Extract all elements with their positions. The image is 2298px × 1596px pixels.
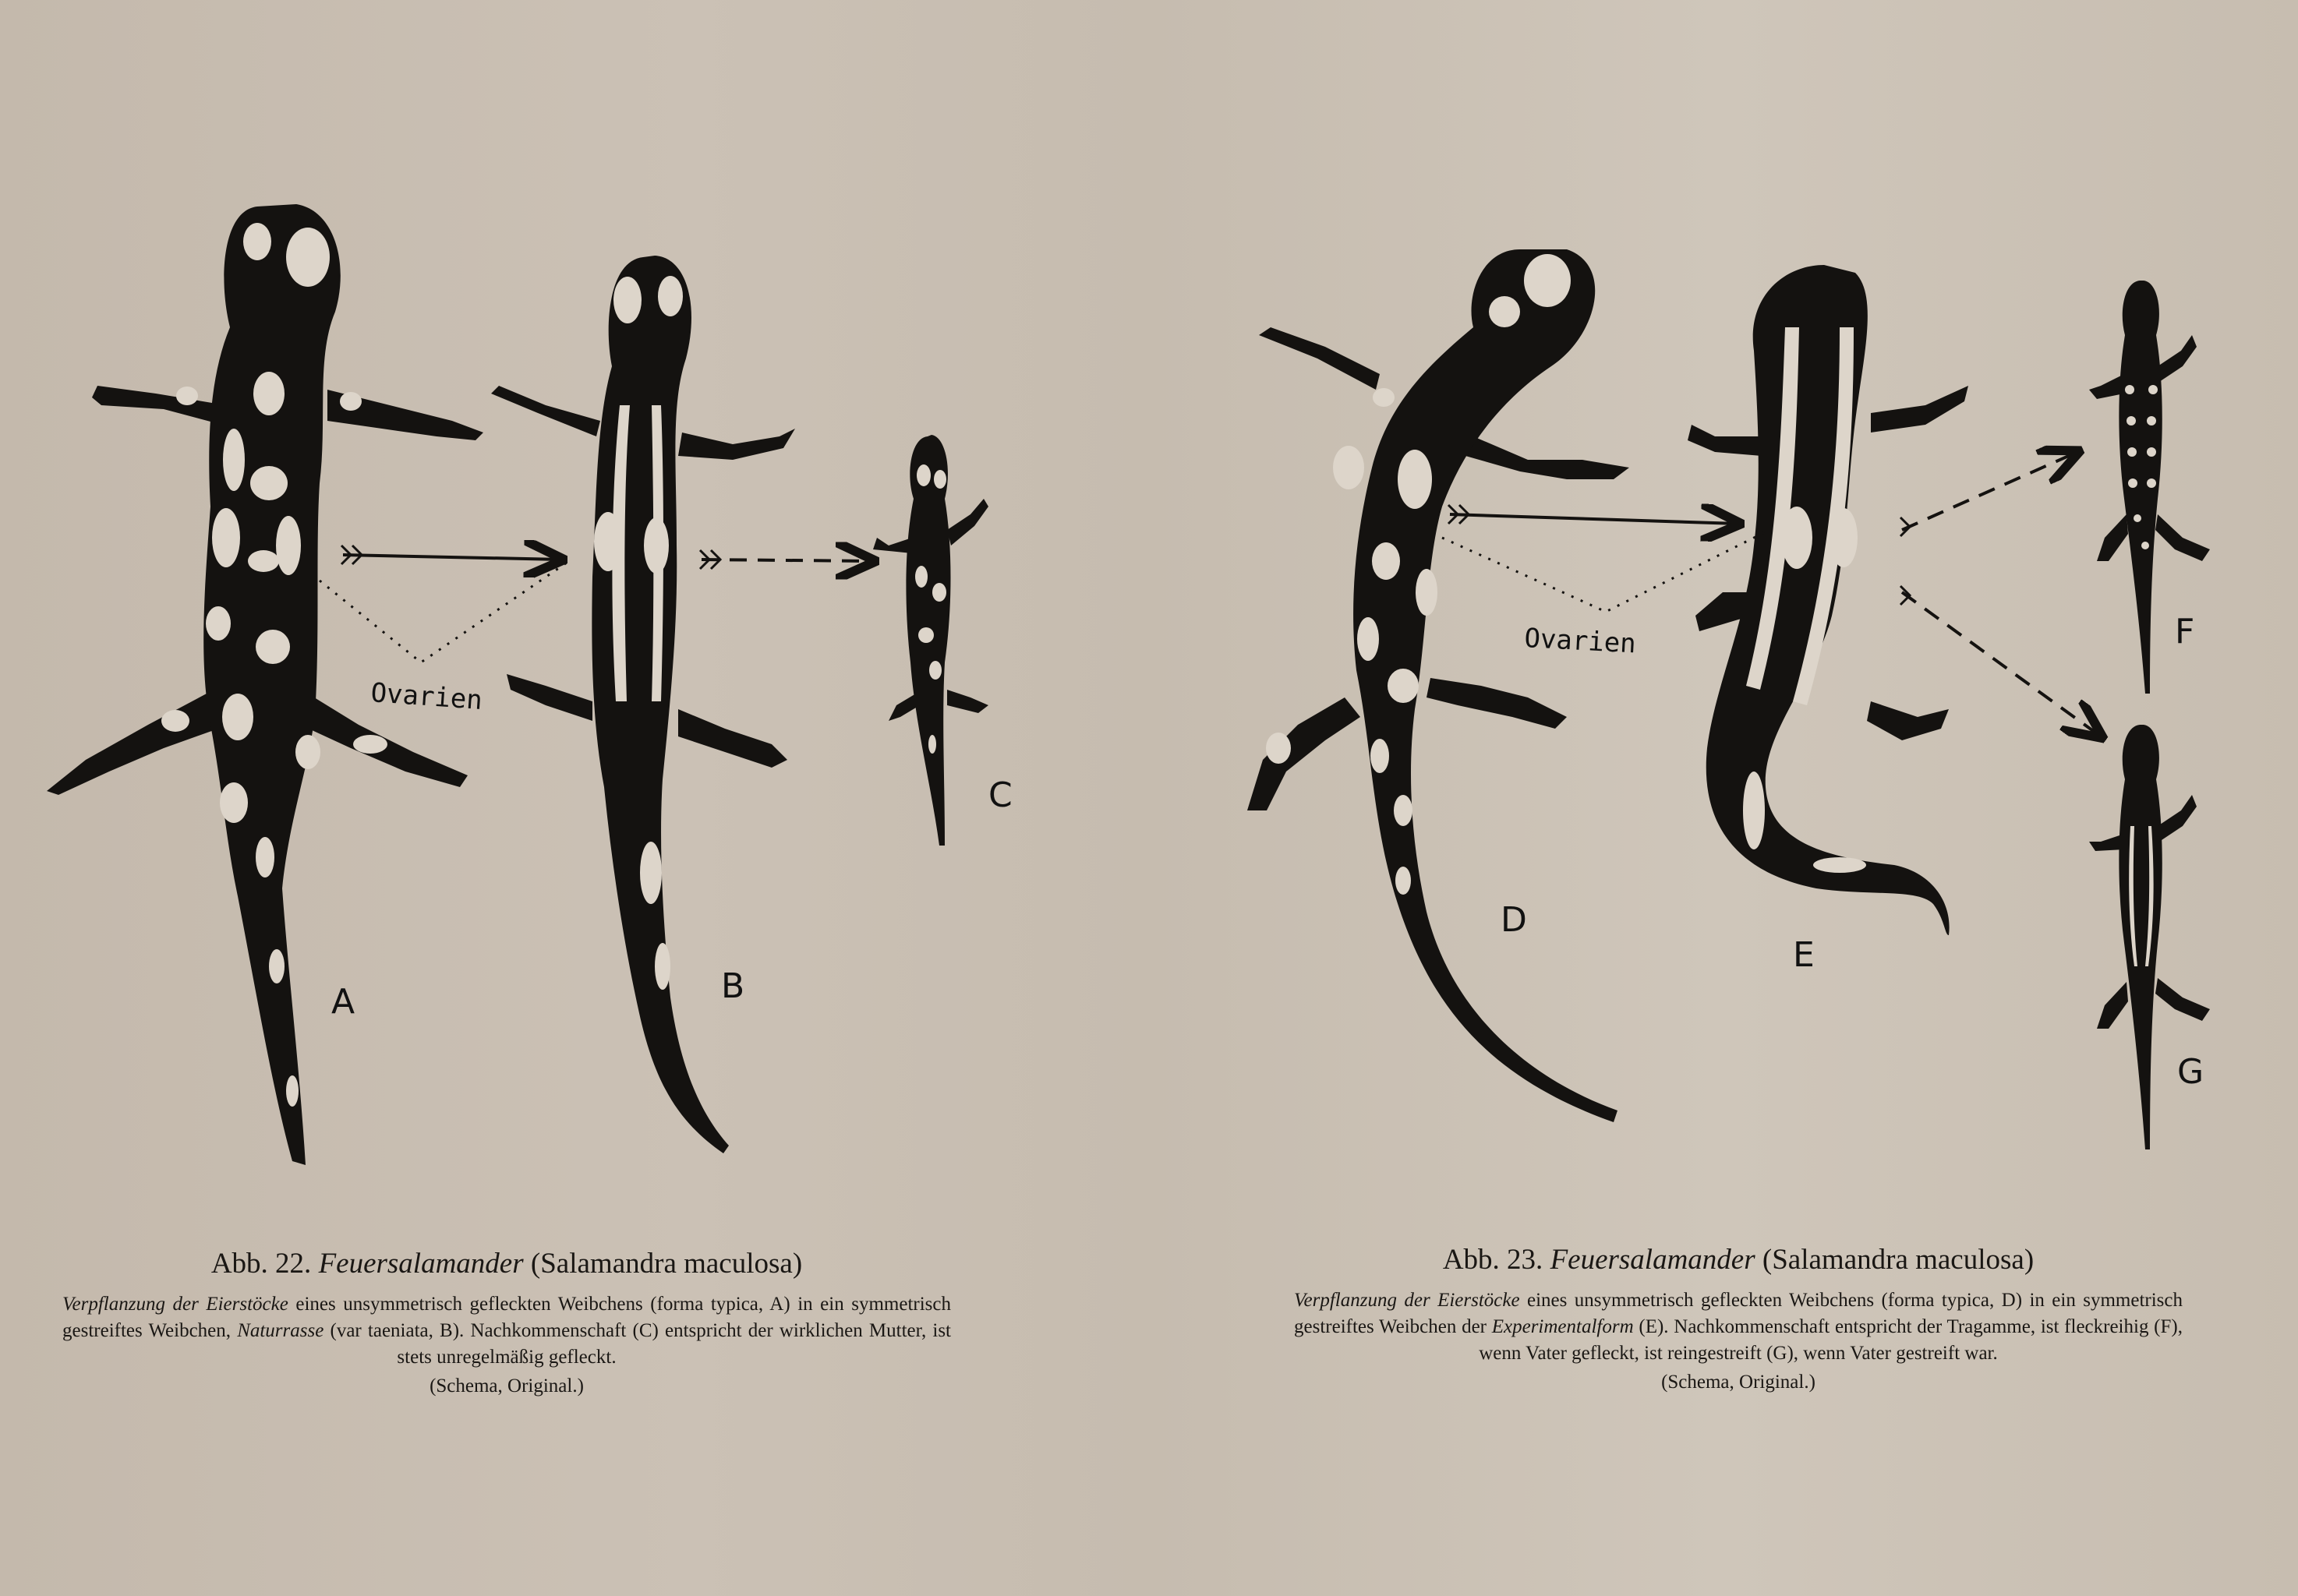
body-italic-1: Verpflanzung der Eierstöcke <box>1294 1290 1520 1311</box>
caption-abb-22 <box>62 1247 951 1397</box>
label-b: B <box>721 966 745 1006</box>
title-rest: (Salamandra maculosa) <box>530 1248 803 1280</box>
body-italic-3: Naturrasse <box>237 1320 324 1341</box>
title-italic: Feuersalamander <box>1550 1244 1755 1276</box>
salamander-d <box>1247 249 1629 1122</box>
body-text-2: eines unsymmetrisch gefleckten Weibchens (forma typica, D) in ein symmetrisch gestreiftes Weibchen der <box>1294 1290 2183 1337</box>
caption-title <box>62 1247 951 1280</box>
body-text-2: eines unsymmetrisch gefleckten Weibchens (forma typica, A) in ein symmetrisch gestreiftes Weibchen, <box>62 1294 951 1341</box>
body-text-4: (var taeniata, B). Nachkommenschaft (C) entspricht der wirklichen Mutter, ist stets unregelmäßig gefleckt. <box>323 1320 951 1368</box>
label-c: C <box>988 775 1013 815</box>
caption-note: (Schema, Original.) <box>430 1375 584 1396</box>
label-a: A <box>331 982 355 1022</box>
caption-note: (Schema, Original.) <box>1661 1372 1815 1393</box>
salamander-b <box>491 256 795 1153</box>
title-rest: (Salamandra maculosa) <box>1762 1244 2035 1276</box>
caption-title <box>1294 1243 2183 1276</box>
salamander-c <box>873 435 988 846</box>
body-text-4: (E). Nachkommenschaft entspricht der Tragamme, ist fleckreihig (F), wenn Vater gefleckt, ist reingestreift (G), wenn Vater gestreift war. <box>1479 1316 2183 1364</box>
label-ovarien-left: Ovarien <box>369 677 484 716</box>
title-italic: Feuersalamander <box>318 1248 524 1280</box>
caption-body <box>62 1291 951 1371</box>
salamander-e <box>1688 265 1968 935</box>
figure-number: Abb. 23. <box>1442 1244 1543 1276</box>
body-italic-3: Experimentalform <box>1491 1316 1634 1337</box>
label-e: E <box>1793 935 1815 975</box>
caption-body <box>1294 1287 2183 1367</box>
caption-abb-23 <box>1294 1243 2183 1393</box>
label-g: G <box>2177 1052 2204 1092</box>
body-italic-1: Verpflanzung der Eierstöcke <box>62 1294 288 1315</box>
label-ovarien-right: Ovarien <box>1523 623 1637 660</box>
figure-number: Abb. 22. <box>210 1248 312 1280</box>
label-f: F <box>2175 612 2195 651</box>
label-d: D <box>1501 900 1527 940</box>
